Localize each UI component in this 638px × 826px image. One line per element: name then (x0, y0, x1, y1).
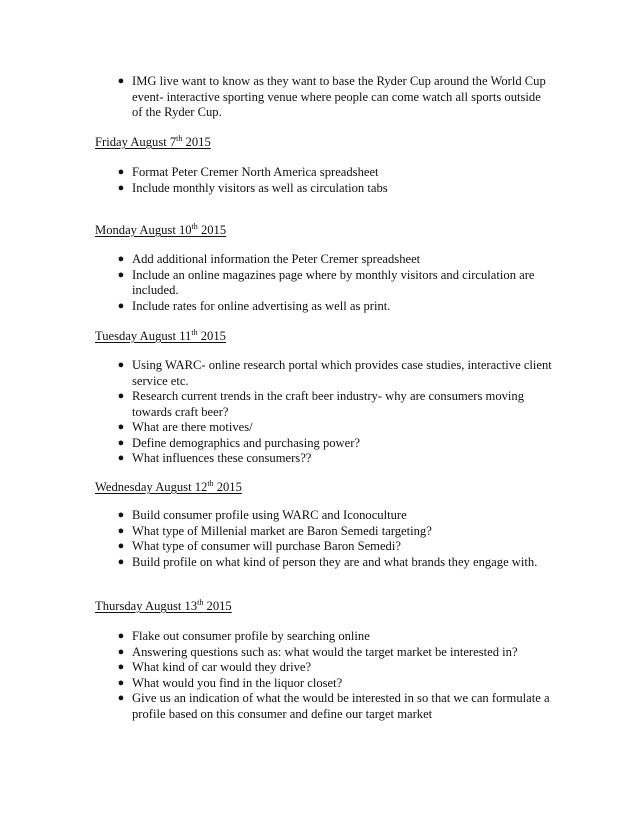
bullet-icon: ● (117, 268, 125, 281)
entry-list-friday (0, 165, 638, 196)
list-item: ● Using WARC- online research portal which provides case studies, interactive client service etc. (117, 358, 552, 388)
list-item: ● What influences these consumers?? (117, 451, 312, 465)
bullet-icon: ● (117, 509, 125, 521)
list-item: ● What kind of car would they drive? (117, 660, 312, 674)
list-item: ● Include an online magazines page where by monthly visitors and circulation are included. (117, 267, 535, 297)
list-item: ● What type of consumer will purchase Baron Semedi? (117, 539, 401, 553)
bullet-icon: ● (117, 166, 125, 178)
bullet-icon: ● (117, 645, 125, 658)
list-item: ● What type of Millenial market are Baron Semedi targeting? (117, 523, 432, 538)
bullet-icon: ● (117, 359, 125, 371)
bullet-icon: ● (117, 299, 125, 312)
bullet-icon: ● (117, 630, 125, 642)
list-item: ● Add additional information the Peter Cremer spreadsheet (117, 252, 421, 266)
bullet-icon: ● (117, 692, 125, 704)
bullet-icon: ● (117, 676, 125, 689)
list-item: ● Include monthly visitors as well as circulation tabs (117, 180, 388, 195)
bullet-icon: ● (117, 452, 125, 464)
list-item: ● Include rates for online advertising as well as print. (117, 298, 391, 313)
entry-list-monday (0, 252, 638, 314)
bullet-icon: ● (117, 253, 125, 265)
entry-heading-monday: Monday August 10th 2015 (95, 222, 227, 237)
list-item: ● Define demographics and purchasing power? (117, 435, 361, 450)
list-item: ● Format Peter Cremer North America spreadsheet (117, 165, 379, 179)
bullet-icon: ● (117, 524, 125, 537)
list-item (117, 74, 552, 121)
bullet-icon: ● (117, 421, 125, 433)
bullet-icon: ● (117, 181, 125, 194)
list-item: ● What are there motives/ (117, 420, 253, 434)
entry-heading-friday: Friday August 7th 2015 (95, 134, 211, 149)
list-item: ● Build profile on what kind of person they are and what brands they engage with. (117, 554, 538, 569)
entry-heading-wednesday: Wednesday August 12th 2015 (95, 479, 242, 494)
list-item: ● Research current trends in the craft beer industry- why are consumers moving towards craft beer? (117, 389, 525, 419)
bullet-icon: ● (117, 390, 125, 402)
entry-list-thursday (0, 629, 638, 722)
bullet-icon: ● (117, 436, 125, 449)
bullet-icon: ● (117, 555, 125, 568)
list-item: ● What would you find in the liquor closet? (117, 675, 343, 690)
list-item: ● Flake out consumer profile by searching online (117, 629, 370, 643)
entry-heading-tuesday: Tuesday August 11th 2015 (95, 328, 226, 343)
list-item-text: IMG live want to know as they want to base the Ryder Cup around the World Cup event- interactive sporting venue where people can come watch all sports outside of the Ryder Cup. (132, 74, 546, 119)
list-item: ● Answering questions such as: what would the target market be interested in? (117, 644, 518, 659)
entry-list-tuesday (0, 358, 638, 467)
list-item: ● Give us an indication of what the would be interested in so that we can formulate a profile based on this consumer and define our target market (117, 691, 550, 721)
entry-list-wednesday (0, 508, 638, 570)
bullet-icon: ● (117, 75, 125, 87)
bullet-icon: ● (117, 540, 125, 552)
bullet-icon: ● (117, 661, 125, 673)
list-item: ● Build consumer profile using WARC and Iconoculture (117, 508, 407, 522)
entry-heading-thursday: Thursday August 13th 2015 (95, 598, 232, 613)
intro-list (0, 74, 638, 121)
